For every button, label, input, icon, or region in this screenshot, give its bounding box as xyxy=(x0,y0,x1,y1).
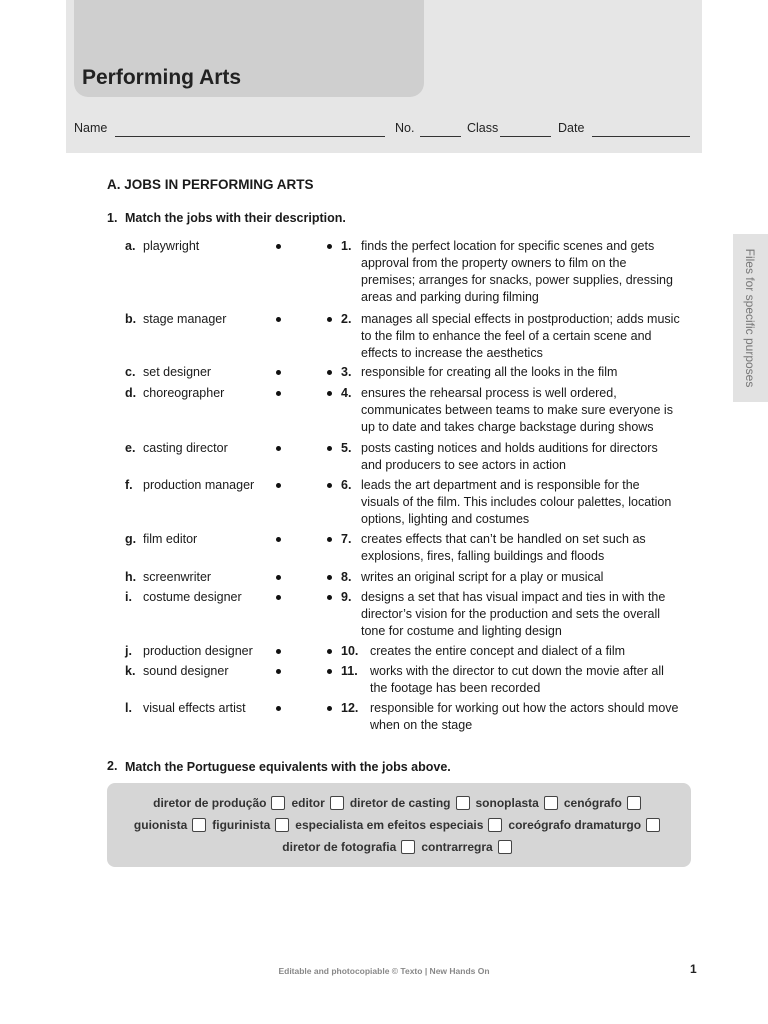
job-match-dot[interactable] xyxy=(276,317,281,322)
job-letter: e. xyxy=(125,441,136,455)
word-bank-term: diretor de casting xyxy=(349,796,451,810)
job-item xyxy=(125,531,197,548)
description-item xyxy=(341,700,681,734)
description-match-dot[interactable] xyxy=(327,669,332,674)
question-2-number: 2. xyxy=(107,759,118,773)
job-item xyxy=(125,311,226,328)
number-field[interactable] xyxy=(420,136,461,137)
job-match-dot[interactable] xyxy=(276,483,281,488)
description-text: manages all special effects in postproduction; adds music to the film to enhance the feel of a certain scene and effects to increase the aesthetics xyxy=(361,312,680,360)
job-letter: i. xyxy=(125,590,132,604)
description-item xyxy=(341,589,681,640)
job-match-dot[interactable] xyxy=(276,391,281,396)
description-match-dot[interactable] xyxy=(327,370,332,375)
job-item xyxy=(125,385,224,402)
description-number: 12. xyxy=(341,701,359,715)
description-text: leads the art department and is responsible for the visuals of the film. This includes colour palettes, location options, lighting and costumes xyxy=(361,478,672,526)
word-bank-item xyxy=(153,796,289,810)
description-number: 11. xyxy=(341,664,358,678)
job-letter: g. xyxy=(125,532,137,546)
job-letter: k. xyxy=(125,664,136,678)
description-item xyxy=(341,531,681,565)
job-match-dot[interactable] xyxy=(276,706,281,711)
description-number: 7. xyxy=(341,532,352,546)
answer-checkbox[interactable] xyxy=(544,796,558,810)
description-text: ensures the rehearsal process is well ordered, communicates between teams to make sure everyone is up to date and takes charge backstage during shows xyxy=(361,386,673,434)
description-text: works with the director to cut down the movie after all the footage has been recorded xyxy=(370,664,664,695)
job-label: stage manager xyxy=(143,312,227,326)
word-bank-term: coreógrafo dramaturgo xyxy=(508,818,642,832)
description-text: posts casting notices and holds auditions for directors and producers to see actors in action xyxy=(361,441,658,472)
name-field[interactable] xyxy=(115,136,385,137)
job-label: costume designer xyxy=(143,590,242,604)
answer-checkbox[interactable] xyxy=(192,818,206,832)
description-item xyxy=(341,477,681,528)
job-match-dot[interactable] xyxy=(276,575,281,580)
description-match-dot[interactable] xyxy=(327,244,332,249)
job-item xyxy=(125,569,211,586)
footer-credit: Editable and photocopiable © Texto | New Hands On xyxy=(278,966,490,976)
question-1-number: 1. xyxy=(107,211,118,225)
answer-checkbox[interactable] xyxy=(401,840,415,854)
number-label: No. xyxy=(395,121,415,135)
answer-checkbox[interactable] xyxy=(271,796,285,810)
job-label: playwright xyxy=(143,239,200,253)
job-match-dot[interactable] xyxy=(276,537,281,542)
job-label: film editor xyxy=(143,532,198,546)
word-bank-item xyxy=(134,818,210,832)
description-match-dot[interactable] xyxy=(327,446,332,451)
side-tab xyxy=(733,234,768,402)
job-match-dot[interactable] xyxy=(276,446,281,451)
job-letter: b. xyxy=(125,312,137,326)
job-match-dot[interactable] xyxy=(276,244,281,249)
answer-checkbox[interactable] xyxy=(488,818,502,832)
student-id-row xyxy=(74,121,694,139)
description-match-dot[interactable] xyxy=(327,706,332,711)
description-item xyxy=(341,569,681,586)
description-number: 6. xyxy=(341,478,352,492)
answer-checkbox[interactable] xyxy=(646,818,660,832)
word-bank-term: contrarregra xyxy=(421,840,493,854)
job-letter: h. xyxy=(125,570,137,584)
job-letter: c. xyxy=(125,365,136,379)
job-label: production designer xyxy=(143,644,253,658)
word-bank-item xyxy=(282,840,419,854)
class-label: Class xyxy=(467,121,499,135)
section-title: A. JOBS IN PERFORMING ARTS xyxy=(107,177,314,192)
job-item xyxy=(125,643,253,660)
word-bank-term: sonoplasta xyxy=(475,796,539,810)
word-bank-item xyxy=(508,818,664,832)
word-bank-item xyxy=(421,840,515,854)
word-bank-row xyxy=(107,840,691,854)
side-tab-label: Files for specific purposes xyxy=(743,248,757,388)
description-number: 1. xyxy=(341,239,352,253)
description-match-dot[interactable] xyxy=(327,317,332,322)
job-item xyxy=(125,440,228,457)
job-item xyxy=(125,477,254,494)
description-text: responsible for working out how the actors should move when on the stage xyxy=(370,701,679,732)
date-label: Date xyxy=(558,121,585,135)
word-bank-item xyxy=(295,818,506,832)
question-2-text: Match the Portuguese equivalents with the jobs above. xyxy=(125,760,451,774)
description-number: 5. xyxy=(341,441,352,455)
description-item xyxy=(341,385,681,436)
word-bank-term: cenógrafo xyxy=(563,796,622,810)
description-item xyxy=(341,440,681,474)
answer-checkbox[interactable] xyxy=(456,796,470,810)
description-text: writes an original script for a play or musical xyxy=(361,570,604,584)
job-letter: l. xyxy=(125,701,132,715)
word-bank-term: editor xyxy=(291,796,325,810)
job-item xyxy=(125,663,228,680)
description-text: creates effects that can’t be handled on set such as explosions, fires, falling buildings and floods xyxy=(361,532,646,563)
word-bank-row xyxy=(107,818,691,832)
job-match-dot[interactable] xyxy=(276,649,281,654)
description-number: 3. xyxy=(341,365,352,379)
description-text: responsible for creating all the looks in the film xyxy=(361,365,618,379)
job-label: screenwriter xyxy=(143,570,212,584)
description-number: 2. xyxy=(341,312,352,326)
job-letter: a. xyxy=(125,239,136,253)
date-field[interactable] xyxy=(592,136,690,137)
description-number: 10. xyxy=(341,644,359,658)
description-text: finds the perfect location for specific scenes and gets approval from the property owners to film on the premises; arranges for snacks, power supplies, dressing areas and parking during filming xyxy=(361,239,673,304)
job-item xyxy=(125,364,211,381)
page-number: 1 xyxy=(690,962,697,976)
description-item xyxy=(341,663,681,697)
job-letter: d. xyxy=(125,386,137,400)
answer-checkbox[interactable] xyxy=(330,796,344,810)
job-label: sound designer xyxy=(143,664,229,678)
word-bank-term: especialista em efeitos especiais xyxy=(295,818,484,832)
description-number: 9. xyxy=(341,590,352,604)
job-item xyxy=(125,700,246,717)
word-bank-term: figurinista xyxy=(212,818,271,832)
job-match-dot[interactable] xyxy=(276,370,281,375)
job-letter: j. xyxy=(125,644,132,658)
job-label: casting director xyxy=(143,441,228,455)
word-bank-term: diretor de produção xyxy=(153,796,267,810)
word-bank-row xyxy=(107,796,691,810)
description-item xyxy=(341,311,681,362)
word-bank-item xyxy=(291,796,347,810)
job-match-dot[interactable] xyxy=(276,595,281,600)
word-bank-item xyxy=(212,818,293,832)
description-number: 4. xyxy=(341,386,352,400)
job-item xyxy=(125,589,242,606)
description-match-dot[interactable] xyxy=(327,649,332,654)
word-bank xyxy=(107,783,691,867)
description-item xyxy=(341,643,681,660)
description-item xyxy=(341,238,681,306)
answer-checkbox[interactable] xyxy=(498,840,512,854)
answer-checkbox[interactable] xyxy=(275,818,289,832)
job-match-dot[interactable] xyxy=(276,669,281,674)
description-match-dot[interactable] xyxy=(327,537,332,542)
description-item xyxy=(341,364,681,381)
description-text: creates the entire concept and dialect of a film xyxy=(370,644,626,658)
word-bank-item xyxy=(350,796,474,810)
word-bank-term: guionista xyxy=(133,818,188,832)
description-match-dot[interactable] xyxy=(327,575,332,580)
job-item xyxy=(125,238,199,255)
description-match-dot[interactable] xyxy=(327,595,332,600)
name-label: Name xyxy=(74,121,108,135)
description-match-dot[interactable] xyxy=(327,483,332,488)
answer-checkbox[interactable] xyxy=(627,796,641,810)
question-1-text: Match the jobs with their description. xyxy=(125,211,346,225)
job-label: visual effects artist xyxy=(143,701,246,715)
description-match-dot[interactable] xyxy=(327,391,332,396)
word-bank-item xyxy=(564,796,645,810)
description-text: designs a set that has visual impact and ties in with the director’s vision for the production and sets the overall tone for costume and lighting design xyxy=(361,590,666,638)
job-letter: f. xyxy=(125,478,133,492)
word-bank-item xyxy=(476,796,562,810)
job-label: production manager xyxy=(143,478,255,492)
job-label: choreographer xyxy=(143,386,225,400)
class-field[interactable] xyxy=(500,136,551,137)
description-number: 8. xyxy=(341,570,352,584)
page-title: Performing Arts xyxy=(82,66,242,89)
word-bank-term: diretor de fotografia xyxy=(282,840,397,854)
job-label: set designer xyxy=(143,365,212,379)
